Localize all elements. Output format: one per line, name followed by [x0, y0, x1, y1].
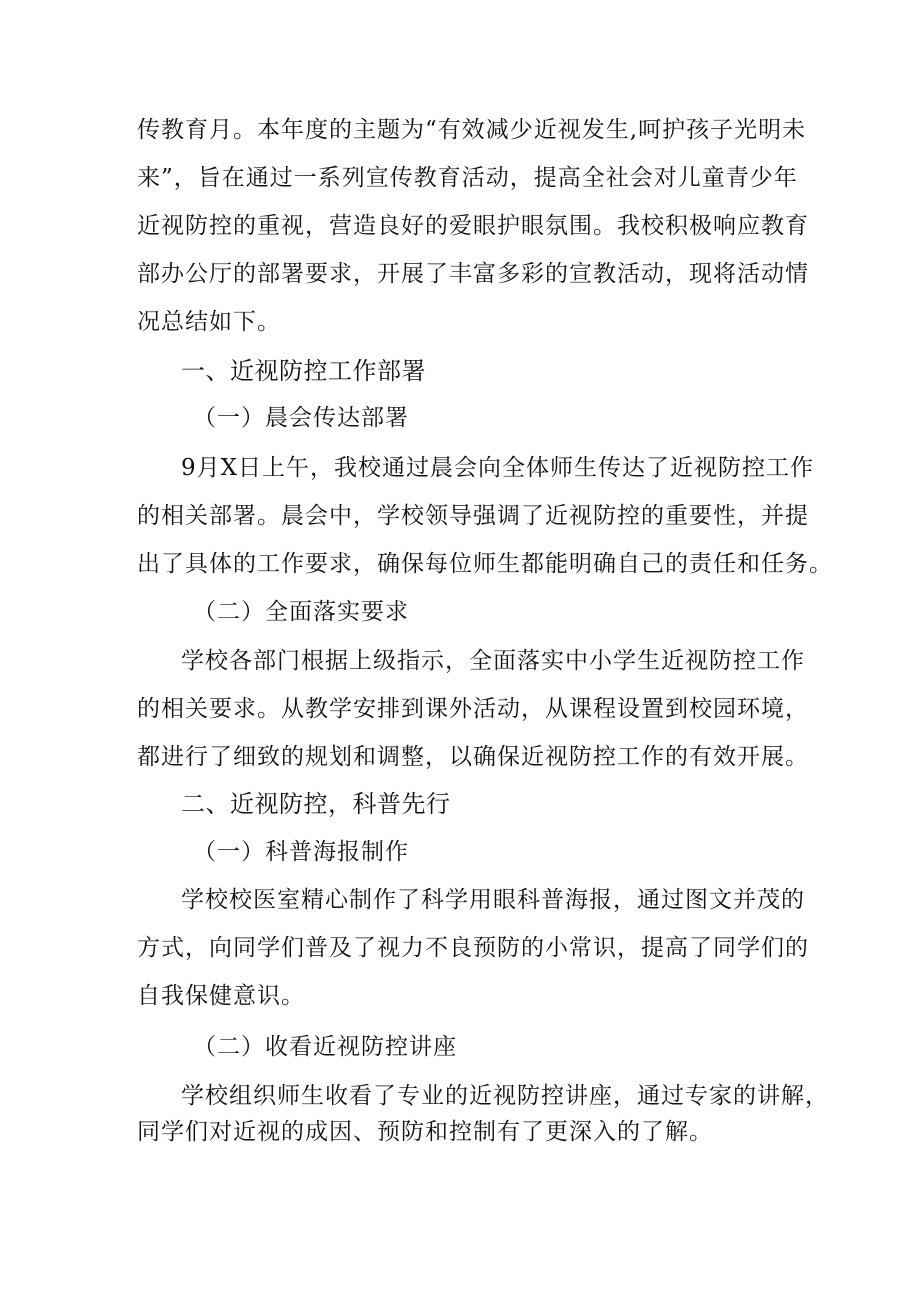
- section-2-heading: 二、近视防控，科普先行: [181, 790, 451, 818]
- section-1-sub-2-line-3: 都进行了细致的规划和调整，以确保近视防控工作的有效开展。: [137, 744, 809, 770]
- section-1-sub-1-line-1: 9月X日上午，我校通过晨会向全体师生传达了近视防控工作: [181, 455, 815, 481]
- section-2-sub-2-line-2: 同学们对近视的成因、预防和控制有了更深入的了解。: [137, 1119, 713, 1145]
- section-1-sub-2-line-2: 的相关要求。从教学安排到课外活动，从课程设置到校园环境，: [137, 696, 809, 722]
- section-1-heading: 一、近视防控工作部署: [181, 357, 426, 385]
- section-2-sub-1-line-3: 自我保健意识。: [137, 983, 305, 1009]
- intro-line-3: 近视防控的重视，营造良好的爱眼护眼氛围。我校积极响应教育: [137, 213, 809, 239]
- section-1-sub-2-title: （二）全面落实要求: [193, 599, 409, 625]
- section-2-sub-2-line-1: 学校组织师生收看了专业的近视防控讲座，通过专家的讲解，: [181, 1083, 829, 1109]
- intro-line-1: 传教育月。本年度的主题为“有效减少近视发生,呵护孩子光明未: [137, 117, 807, 143]
- intro-line-5: 况总结如下。: [137, 309, 281, 335]
- section-1-sub-2-line-1: 学校各部门根据上级指示，全面落实中小学生近视防控工作: [181, 648, 805, 674]
- section-1-sub-1-line-2: 的相关部署。晨会中，学校领导强调了近视防控的重要性，并提: [137, 503, 809, 529]
- section-1-sub-1-title: （一）晨会传达部署: [193, 405, 409, 431]
- section-2-sub-1-line-1: 学校校医室精心制作了科学用眼科普海报，通过图文并茂的: [181, 887, 805, 913]
- section-2-sub-2-title: （二）收看近视防控讲座: [193, 1034, 457, 1060]
- intro-line-4: 部办公厅的部署要求，开展了丰富多彩的宣教活动，现将活动情: [137, 261, 809, 287]
- section-1-sub-1-line-3: 出了具体的工作要求，确保每位师生都能明确自己的责任和任务。: [137, 551, 833, 577]
- section-2-sub-1-line-2: 方式，向同学们普及了视力不良预防的小常识，提高了同学们的: [137, 935, 809, 961]
- intro-line-2: 来”，旨在通过一系列宣传教育活动，提高全社会对儿童青少年: [137, 165, 798, 191]
- section-2-sub-1-title: （一）科普海报制作: [193, 839, 409, 865]
